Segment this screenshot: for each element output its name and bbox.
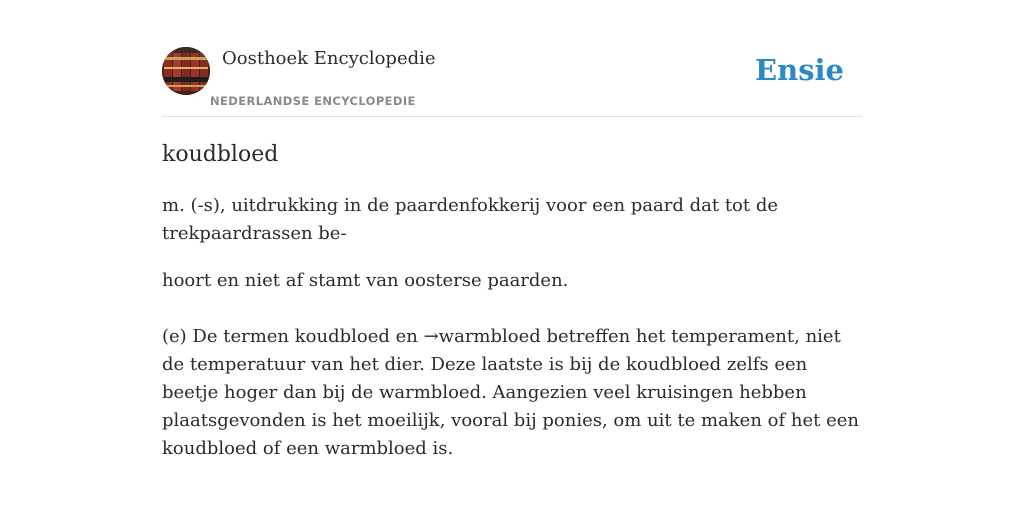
page-header: [162, 44, 862, 117]
brand-logo[interactable]: Ensie: [755, 53, 844, 87]
entry-paragraph: hoort en niet af stamt van oosterse paarden.: [162, 270, 569, 291]
entry-paragraph: m. (-s), uitdrukking in de paardenfokkerij voor een paard dat tot de trekpaardrassen be-: [162, 195, 779, 244]
entry-text: betreffen het temperament, niet de temperatuur van het dier. Deze laatste is bij de koudbloed zelfs een beetje hoger dan bij de warmbloed. Aangezien veel kruisingen hebben plaatsgevonden is het moeilijk, vooral bij ponies, om uit te maken of het een koudbloed of een warmbloed is.: [162, 326, 859, 459]
entry-text: (e) De termen koudbloed en: [162, 326, 424, 347]
warmbloed-link[interactable]: →warmbloed: [423, 326, 541, 347]
encyclopedia-books-icon[interactable]: [162, 47, 210, 95]
source-subtitle: NEDERLANDSE ENCYCLOPEDIE: [210, 94, 416, 108]
entry-title: koudbloed: [162, 142, 279, 167]
source-name[interactable]: Oosthoek Encyclopedie: [222, 48, 436, 69]
entry-content: [162, 192, 862, 463]
entry-paragraph: [162, 323, 862, 463]
